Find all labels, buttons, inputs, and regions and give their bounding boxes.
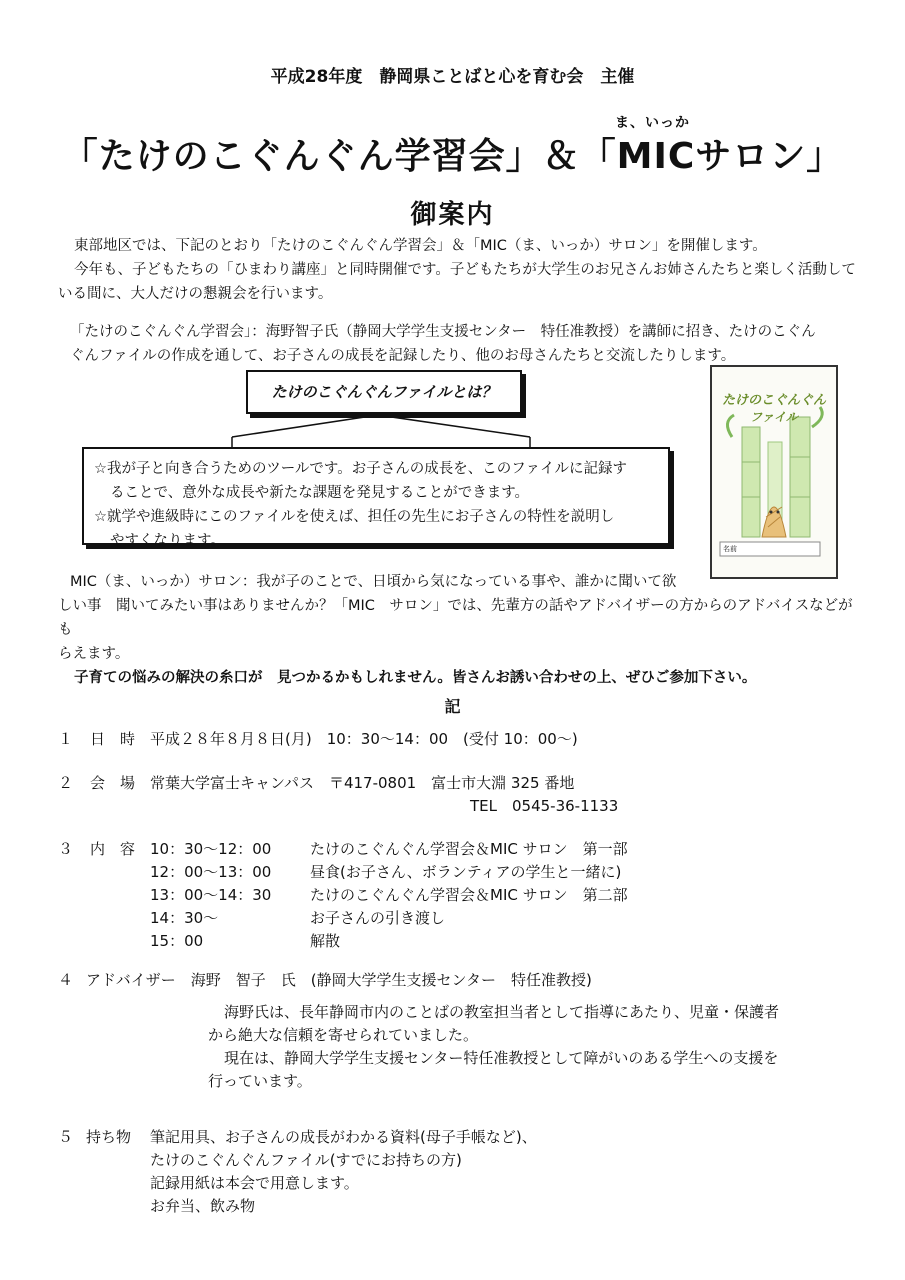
organizer-line: 平成28年度 静岡県ことばと心を育む会 主催 [270,67,635,87]
page-title: 「たけのこぐんぐん学習会」＆「MICサロン」 [61,136,844,177]
mic-line: 子育ての悩みの解決の糸口が 見つかるかもしれません。皆さんお誘い合わせの上、ぜひご参加下さい。 [74,670,757,686]
schedule-item: 10：30～12：00 たけのこぐんぐん学習会＆MIC サロン 第一部 [150,840,628,858]
callout-title: たけのこぐんぐんファイルとは？ [246,370,522,414]
content-row: ３ 内 容 [58,840,136,858]
schedule-list [150,838,628,953]
schedule-item: 15：00 解散 [150,932,341,950]
file-cover-illustration [710,365,838,579]
mic-line: らえます。 [58,646,130,662]
callout-item: ☆我が子と向き合うためのツールです。お子さんの成長を、このファイルに記録す ることで、意外な成長や新たな課題を発見することができます。 [94,461,627,501]
page-subtitle: 御案内 [410,200,495,230]
intro-line: いる間に、大人だけの懇親会を行います。 [58,286,333,302]
callout-body [82,447,670,549]
mic-line: しい事 聞いてみたい事はありませんか？「MIC サロン」では、先輩方の話やアドバイザーの方からのアドバイスなどがも [58,598,853,638]
mic-line: MIC（ま、いっか）サロン：我が子のことで、日頃から気になっている事や、誰かに聞いて欲 [70,574,677,590]
item-line: お弁当、飲み物 [150,1197,256,1215]
schedule-item: 13：00～14：30 たけのこぐんぐん学習会＆MIC サロン 第二部 [150,886,628,904]
items-list [150,1126,537,1218]
study-line: 「たけのこぐんぐん学習会」：海野智子氏（静岡大学学生支援センター 特任准教授）を講師に招き、たけのこぐん [70,324,816,340]
intro-line: 東部地区では、下記のとおり「たけのこぐんぐん学習会」＆「MIC（ま、いっか）サロン」を開催します。 [74,238,767,254]
venue-row: ２ 会 場 常葉大学富士キャンパス 〒417-0801 富士市大淵 325 番地 [58,774,575,792]
cover-title: たけのこぐんぐん ファイル [721,393,826,424]
date-row: １ 日 時 平成２８年８月８日(月) 10：30～14：00 (受付 10：00～) [58,730,578,748]
cover-name-label: 名前 [723,545,737,553]
item-line: 記録用紙は本会で用意します。 [150,1174,359,1192]
intro-line: 今年も、子どもたちの「ひまわり講座」と同時開催です。子どもたちが大学生のお兄さんお姉さんたちと楽しく活動して [74,262,856,278]
schedule-item: 12：00～13：00 昼食(お子さん、ボランティアの学生と一緒に) [150,863,622,881]
venue-tel: TEL 0545-36-1133 [470,797,619,815]
advisor-description: 海野氏は、長年静岡市内のことばの教室担当者として指導にあたり、児童・保護者 から絶大な信頼を寄せられていました。 現在は、静岡大学学生支援センター特任准教授として障がいのある学生への支援を 行っています。 [208,1003,780,1090]
items-row: ５ 持ち物 [58,1128,132,1146]
ki-heading: 記 [444,697,461,716]
mic-paragraph [58,570,858,690]
title-ruby: ま、いっか [615,115,690,131]
study-line: ぐんファイルの作成を通して、お子さんの成長を記録したり、他のお母さんたちと交流したりします。 [70,348,736,364]
item-line: たけのこぐんぐんファイル(すでにお持ちの方) [150,1151,462,1169]
callout-item: ☆就学や進級時にこのファイルを使えば、担任の先生にお子さんの特性を説明し やすくなります。 [94,509,615,549]
schedule-item: 14：30～ お子さんの引き渡し [150,909,446,927]
advisor-row: ４ アドバイザー 海野 智子 氏 (静岡大学学生支援センター 特任准教授) [58,971,592,989]
item-line: 筆記用具、お子さんの成長がわかる資料(母子手帳など)、 [150,1128,537,1146]
